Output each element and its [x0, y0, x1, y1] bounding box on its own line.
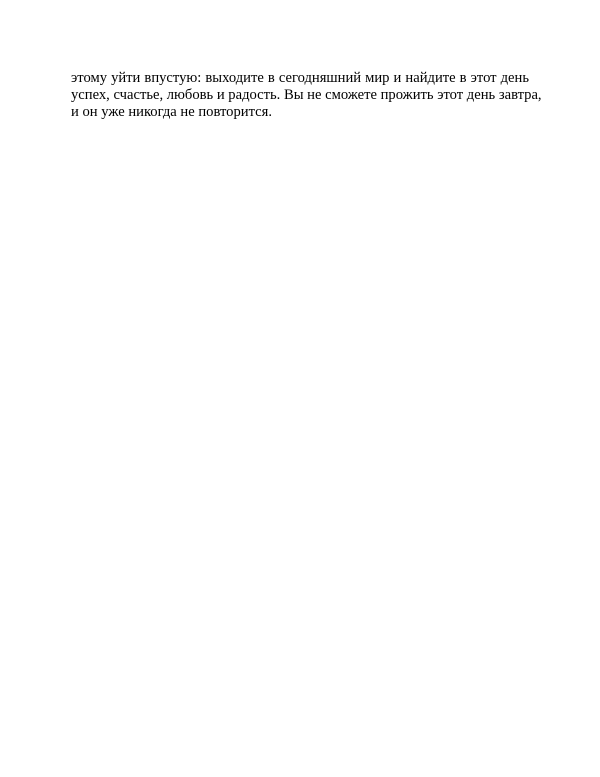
- paragraph-line: и он уже никогда не повторится.: [71, 104, 272, 120]
- paragraph-line: этому уйти впустую: выходите в сегодняшний мир и найдите в этот день: [71, 70, 529, 86]
- paragraph-line: успех, счастье, любовь и радость. Вы не сможете прожить этот день завтра,: [71, 87, 542, 103]
- body-paragraph: [71, 70, 542, 121]
